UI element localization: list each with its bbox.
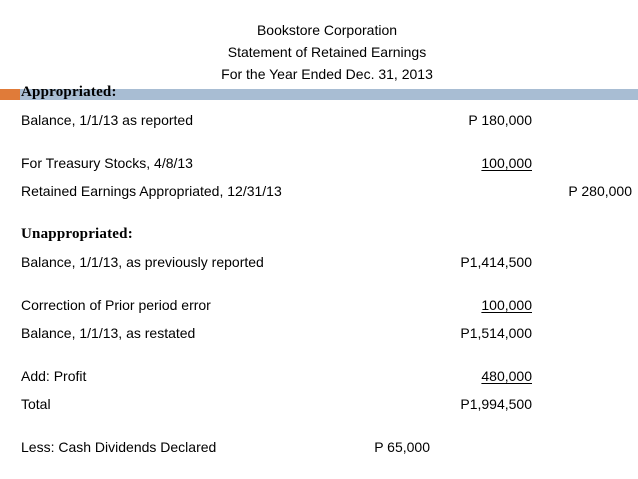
row-label: Balance, 1/1/13 as reported: [21, 112, 194, 128]
company-name: Bookstore Corporation: [256, 22, 398, 38]
row-amount: 480,000: [481, 368, 532, 384]
row-label: Retained Earnings Appropriated, 12/31/13: [21, 183, 282, 199]
row-amount: P1,994,500: [460, 396, 532, 412]
row-label: Total: [21, 396, 51, 412]
section-heading-appropriated: Appropriated:: [21, 84, 117, 100]
row-total-amount: P 280,000: [568, 183, 632, 199]
row-amount-left: P 65,000: [374, 439, 430, 455]
row-label: Less: Cash Dividends Declared: [21, 439, 217, 455]
row-amount: 100,000: [481, 155, 532, 171]
statement-title: Statement of Retained Earnings: [227, 44, 427, 60]
row-label: Balance, 1/1/13, as restated: [21, 325, 196, 341]
row-amount: 100,000: [481, 297, 532, 313]
row-label: Balance, 1/1/13, as previously reported: [21, 254, 264, 270]
section-heading-unappropriated: Unappropriated:: [21, 226, 133, 242]
row-amount: P 180,000: [468, 112, 532, 128]
row-amount: P1,514,000: [460, 325, 532, 341]
row-label: Correction of Prior period error: [21, 297, 211, 313]
row-label: For Treasury Stocks, 4/8/13: [21, 155, 193, 171]
accent-bar-orange: [0, 89, 20, 100]
statement-period: For the Year Ended Dec. 31, 2013: [221, 66, 433, 82]
row-amount: P1,414,500: [460, 254, 532, 270]
row-label: Add: Profit: [21, 368, 87, 384]
